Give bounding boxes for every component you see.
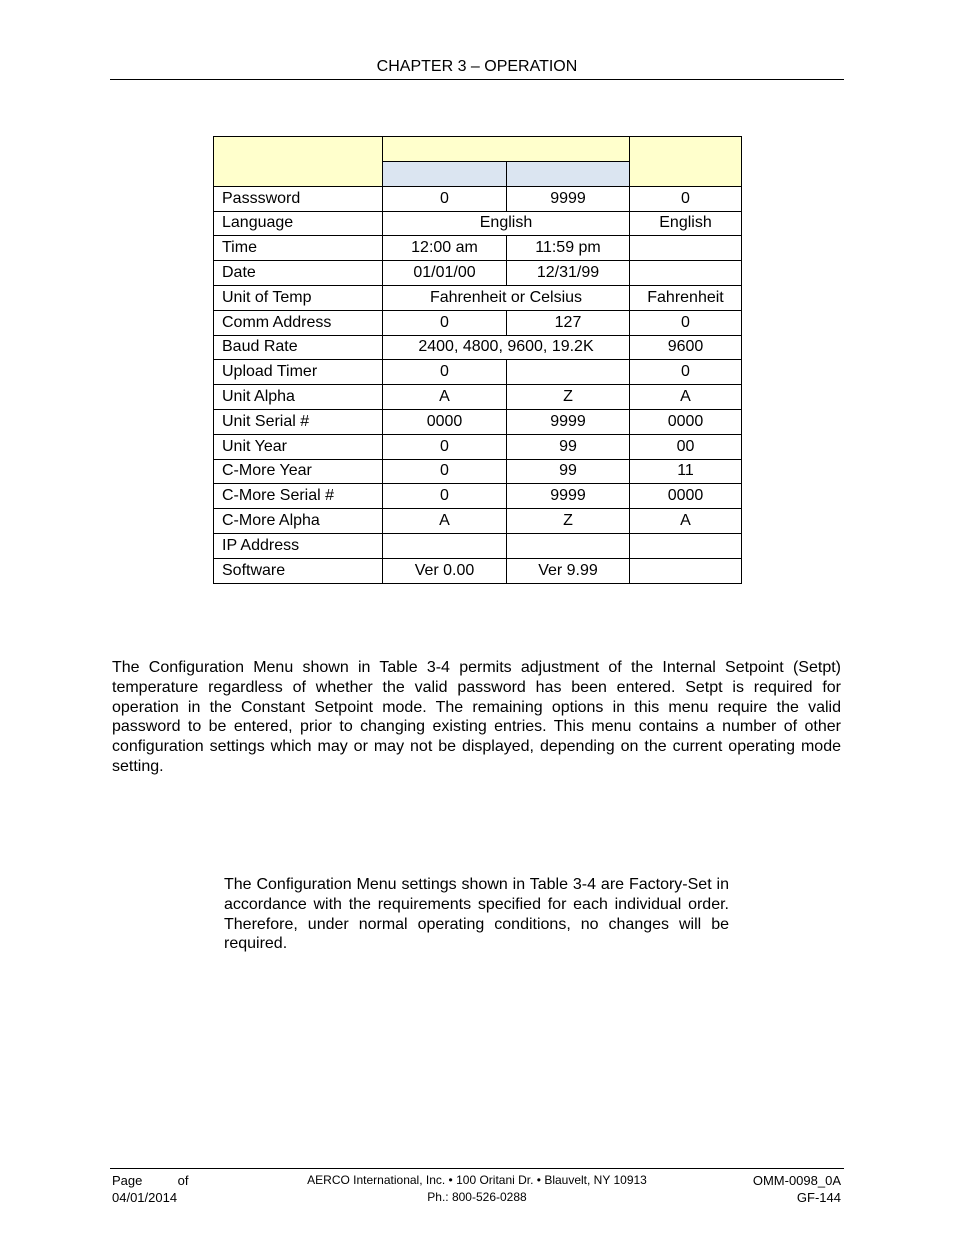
setting-default-cell: 0 xyxy=(630,310,742,335)
setting-name-cell: Time xyxy=(214,236,383,261)
setting-min-cell: 0000 xyxy=(383,409,507,434)
configuration-menu-paragraph: The Configuration Menu shown in Table 3-4 permits adjustment of the Internal Setpoint (Setpt) temperature regardless of whether the valid password has been entered. Setpt is required for operation in the Constant Setpoint mode. The remaining options in this menu require the valid password to be entered, prior to changing existing entries. This menu contains a number of other configuration settings which may or may not be displayed, depending on the current operating mode setting. xyxy=(112,659,841,775)
setting-name-cell: Unit Year xyxy=(214,434,383,459)
setting-min-cell: 0 xyxy=(383,186,507,211)
table-header-row-top xyxy=(214,137,742,162)
table-row xyxy=(214,459,742,484)
setting-min-cell xyxy=(383,533,507,558)
setting-default-cell: 0000 xyxy=(630,484,742,509)
table-row xyxy=(214,484,742,509)
of-label: of xyxy=(177,1173,189,1188)
setting-min-cell: 0 xyxy=(383,434,507,459)
setting-max-cell xyxy=(507,360,630,385)
setting-range-cell: Fahrenheit or Celsius xyxy=(383,285,630,310)
table-row xyxy=(214,385,742,410)
page-label: Page xyxy=(112,1173,143,1188)
setting-min-cell: 12:00 am xyxy=(383,236,507,261)
setting-min-cell: 0 xyxy=(383,459,507,484)
setting-range-cell: 2400, 4800, 9600, 19.2K xyxy=(383,335,630,360)
setting-max-cell xyxy=(507,533,630,558)
setting-default-cell: 0000 xyxy=(630,409,742,434)
footer-divider xyxy=(110,1168,844,1169)
table-row xyxy=(214,360,742,385)
setting-max-cell: Ver 9.99 xyxy=(507,558,630,583)
setting-name-cell: C-More Year xyxy=(214,459,383,484)
setting-min-cell: A xyxy=(383,509,507,534)
setting-min-cell: A xyxy=(383,385,507,410)
setting-default-cell xyxy=(630,261,742,286)
setting-name-cell: Unit of Temp xyxy=(214,285,383,310)
setting-name-cell: Unit Alpha xyxy=(214,385,383,410)
setting-max-cell: 9999 xyxy=(507,409,630,434)
setting-name-cell: Comm Address xyxy=(214,310,383,335)
setting-name-cell: IP Address xyxy=(214,533,383,558)
table-row xyxy=(214,434,742,459)
header-cell-max xyxy=(507,162,630,187)
footer-left xyxy=(112,1172,188,1206)
setting-min-cell: Ver 0.00 xyxy=(383,558,507,583)
table-row xyxy=(214,211,742,236)
header-cell-item xyxy=(214,137,383,187)
table-row xyxy=(214,186,742,211)
table-row xyxy=(214,509,742,534)
setting-default-cell: A xyxy=(630,385,742,410)
table-row xyxy=(214,236,742,261)
setting-default-cell: 11 xyxy=(630,459,742,484)
header-cell-range xyxy=(383,137,630,162)
header-divider xyxy=(110,79,844,80)
setting-name-cell: Passsword xyxy=(214,186,383,211)
setting-name-cell: Baud Rate xyxy=(214,335,383,360)
setting-max-cell: 12/31/99 xyxy=(507,261,630,286)
setting-default-cell xyxy=(630,558,742,583)
setting-default-cell: 9600 xyxy=(630,335,742,360)
form-number: GF-144 xyxy=(796,1190,841,1205)
setting-max-cell: 99 xyxy=(507,434,630,459)
page-number-line xyxy=(112,1172,188,1189)
setting-name-cell: Date xyxy=(214,261,383,286)
table-row xyxy=(214,335,742,360)
table-row xyxy=(214,533,742,558)
header-cell-min xyxy=(383,162,507,187)
footer-center xyxy=(270,1172,684,1206)
table-row xyxy=(214,310,742,335)
setting-max-cell: 11:59 pm xyxy=(507,236,630,261)
table-row xyxy=(214,558,742,583)
setting-name-cell: Unit Serial # xyxy=(214,409,383,434)
table-row xyxy=(214,409,742,434)
chapter-title: CHAPTER 3 – OPERATION xyxy=(376,58,578,75)
setting-name-cell: Upload Timer xyxy=(214,360,383,385)
setting-min-cell: 0 xyxy=(383,310,507,335)
setting-default-cell: 0 xyxy=(630,360,742,385)
settings-table xyxy=(213,136,742,584)
setting-max-cell: 127 xyxy=(507,310,630,335)
footer-date: 04/01/2014 xyxy=(112,1190,178,1205)
header-cell-default xyxy=(630,137,742,187)
setting-default-cell xyxy=(630,236,742,261)
table-row xyxy=(214,261,742,286)
table-row xyxy=(214,285,742,310)
setting-default-cell: 00 xyxy=(630,434,742,459)
setting-default-cell xyxy=(630,533,742,558)
company-phone: Ph.: 800-526-0288 xyxy=(427,1190,527,1204)
document-number: OMM-0098_0A xyxy=(752,1173,841,1188)
footer-right xyxy=(753,1172,841,1206)
setting-name-cell: Language xyxy=(214,211,383,236)
company-address: AERCO International, Inc. • 100 Oritani Dr. • Blauvelt, NY 10913 xyxy=(307,1173,647,1187)
setting-name-cell: C-More Alpha xyxy=(214,509,383,534)
setting-name-cell: C-More Serial # xyxy=(214,484,383,509)
setting-min-cell: 01/01/00 xyxy=(383,261,507,286)
setting-max-cell: 9999 xyxy=(507,484,630,509)
setting-range-cell: English xyxy=(383,211,630,236)
setting-default-cell: English xyxy=(630,211,742,236)
setting-max-cell: 99 xyxy=(507,459,630,484)
setting-default-cell: Fahrenheit xyxy=(630,285,742,310)
setting-default-cell: A xyxy=(630,509,742,534)
setting-max-cell: Z xyxy=(507,385,630,410)
setting-min-cell: 0 xyxy=(383,360,507,385)
setting-max-cell: Z xyxy=(507,509,630,534)
setting-max-cell: 9999 xyxy=(507,186,630,211)
setting-min-cell: 0 xyxy=(383,484,507,509)
setting-default-cell: 0 xyxy=(630,186,742,211)
setting-name-cell: Software xyxy=(214,558,383,583)
factory-set-note: The Configuration Menu settings shown in Table 3-4 are Factory-Set in accordance with the requirements specified for each individual order. Therefore, under normal operating conditions, no changes will be required. xyxy=(224,876,729,953)
